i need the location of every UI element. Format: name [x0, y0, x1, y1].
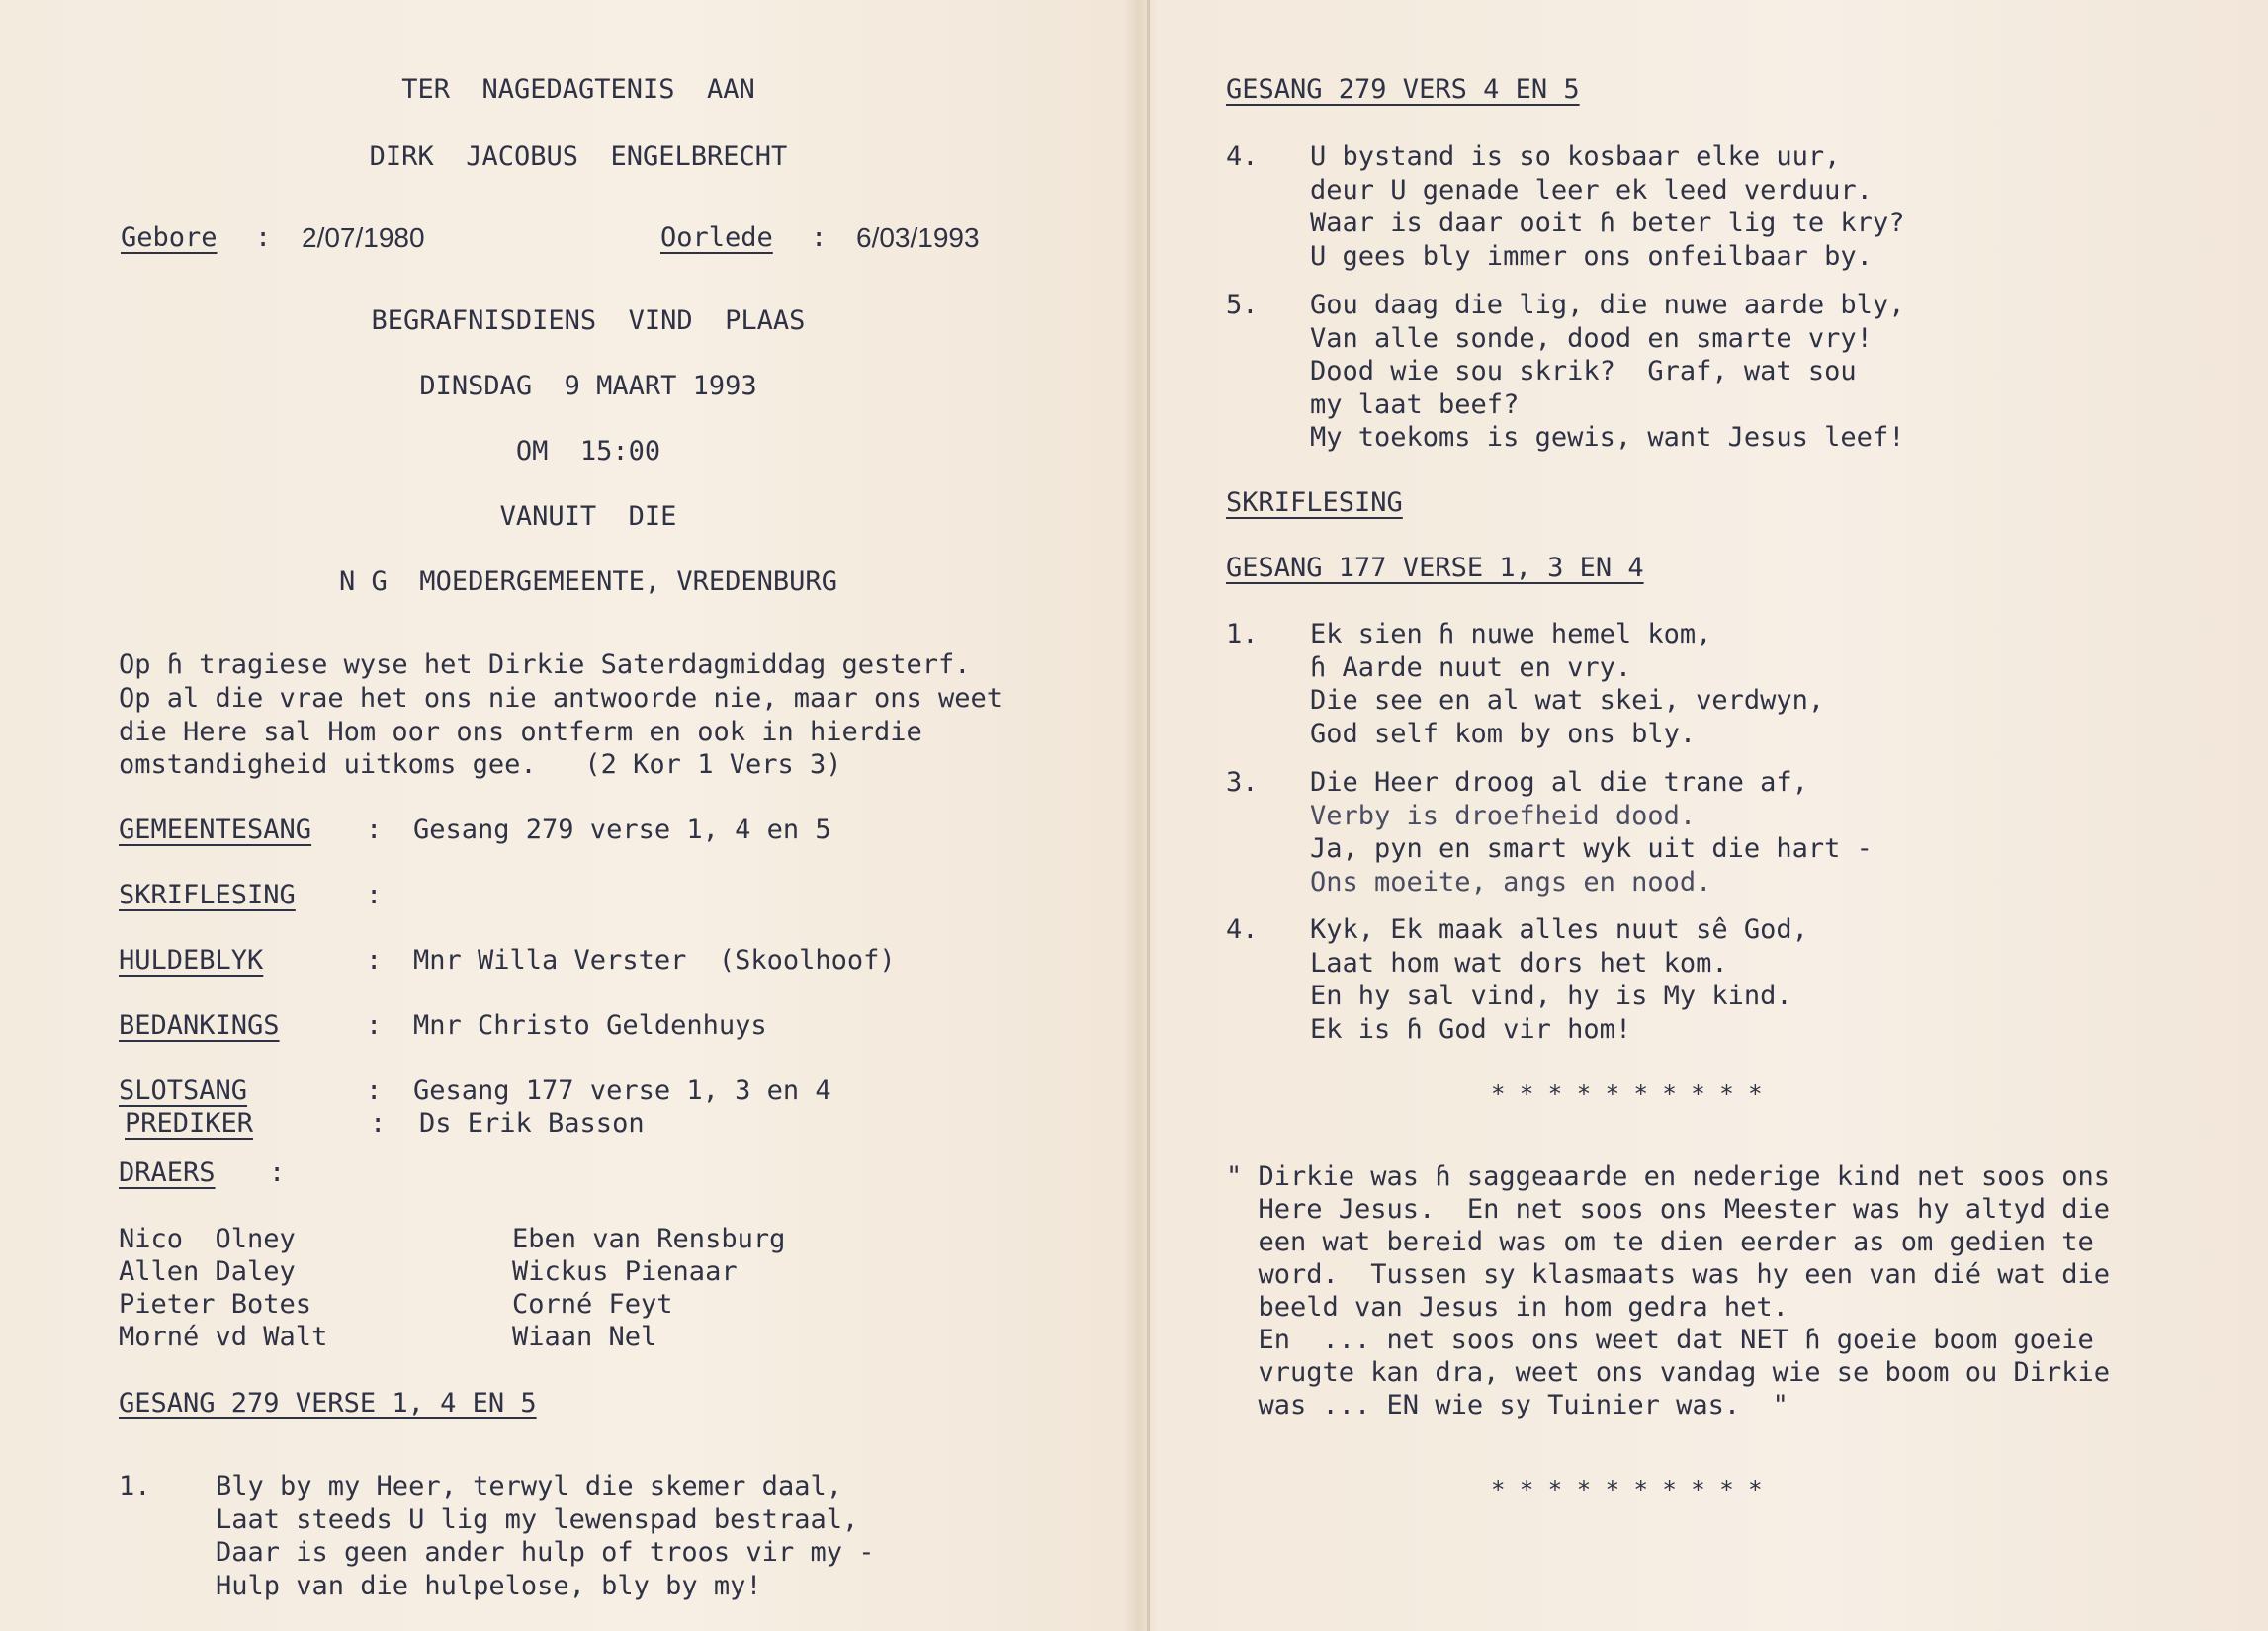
program-label: SLOTSANG [119, 1075, 248, 1106]
verse-line: Die see en al wat skei, verdwyn, [1310, 685, 1825, 716]
verse-line: Ek sien ɦ nuwe hemel kom, [1310, 619, 1712, 649]
verse-number: 3. [1226, 767, 1259, 798]
memorial-heading: TER NAGEDAGTENIS AAN [401, 74, 755, 105]
pallbearer-name: Morné vd Walt [119, 1322, 328, 1352]
verse-number: 5. [1226, 290, 1259, 320]
pallbearer-name: Pieter Botes [119, 1289, 312, 1320]
verse-line: Verby is droefheid dood. [1310, 800, 1697, 831]
separator-stars: * * * * * * * * * * [1491, 1080, 1763, 1108]
verse-line: Hulp van die hulpelose, bly by my! [216, 1570, 762, 1601]
program-value: Gesang 279 verse 1, 4 en 5 [413, 815, 831, 845]
pallbearer-name: Corné Feyt [512, 1289, 673, 1320]
verse-number: 4. [1226, 914, 1259, 945]
verse-line: My toekoms is gewis, want Jesus leef! [1310, 422, 1905, 453]
intro-line: Op al die vrae het ons nie antwoorde nie, maar ons weet [119, 683, 1003, 714]
verse-line: Waar is daar ooit ɦ beter lig te kry? [1310, 208, 1905, 238]
quote-line: word. Tussen sy klasmaats was hy een van dié wat die [1226, 1259, 2111, 1290]
intro-line: die Here sal Hom oor ons ontferm en ook in hierdie [119, 717, 922, 747]
draers-colon: : [269, 1158, 286, 1188]
service-line-4: VANUIT DIE [499, 501, 677, 532]
program-colon: : [366, 815, 383, 845]
verse-line: U gees bly immer ons onfeilbaar by. [1310, 240, 1873, 272]
service-line-5: N G MOEDERGEMEENTE, VREDENBURG [339, 566, 837, 597]
program-label: SKRIFLESING [119, 880, 296, 910]
died-colon: : [811, 222, 828, 253]
program-colon: : [366, 1075, 383, 1106]
program-label: HULDEBLYK [119, 945, 264, 976]
intro-line: omstandigheid uitkoms gee. (2 Kor 1 Vers 3) [119, 749, 842, 780]
born-date: 2/07/1980 [302, 222, 425, 253]
verse-line: my laat beef? [1310, 388, 1520, 420]
died-date: 6/03/1993 [856, 222, 980, 253]
page-fold [1147, 0, 1150, 1631]
died-label: Oorlede [660, 222, 773, 253]
verse-line: Ek is ɦ God vir hom! [1310, 1013, 1632, 1045]
program-value: Mnr Willa Verster (Skoolhoof) [413, 945, 896, 976]
verse-line: Ons moeite, angs en nood. [1310, 866, 1712, 898]
quote-line: En ... net soos ons weet dat NET ɦ goeie boom goeie [1226, 1325, 2094, 1355]
verse-line: Ja, pyn en smart wyk uit die hart - [1310, 833, 1873, 864]
service-line-2: DINSDAG 9 MAART 1993 [419, 371, 757, 401]
verse-line: ɦ Aarde nuut en vry. [1310, 651, 1632, 683]
hymn-title: GESANG 279 VERSE 1, 4 EN 5 [119, 1388, 537, 1418]
pallbearer-name: Nico Olney [119, 1224, 296, 1254]
verse-line: Kyk, Ek maak alles nuut sê God, [1310, 914, 1808, 945]
verse-line: U bystand is so kosbaar elke uur, [1310, 141, 1841, 172]
quote-line: een wat bereid was om te dien eerder as om gedien te [1226, 1227, 2094, 1257]
pallbearer-name: Wiaan Nel [512, 1322, 657, 1352]
program-label: GEMEENTESANG [119, 815, 312, 845]
quote-line: vrugte kan dra, weet ons vandag wie se boom ou Dirkie [1226, 1357, 2111, 1388]
program-value: Ds Erik Basson [419, 1108, 645, 1139]
verse-line: Laat hom wat dors het kom. [1310, 947, 1728, 979]
verse-line: Bly by my Heer, terwyl die skemer daal, [216, 1471, 842, 1502]
verse-line: Laat steeds U lig my lewenspad bestraal, [216, 1503, 859, 1535]
program-label: PREDIKER [125, 1108, 254, 1139]
verse-line: En hy sal vind, hy is My kind. [1310, 981, 1792, 1011]
verse-line: Gou daag die lig, die nuwe aarde bly, [1310, 290, 1905, 320]
program-label: BEDANKINGS [119, 1010, 280, 1041]
verse-line: Dood wie sou skrik? Graf, wat sou [1310, 356, 1857, 386]
program-colon: : [370, 1108, 387, 1139]
verse-line: Van alle sonde, dood en smarte vry! [1310, 322, 1873, 354]
pallbearer-name: Eben van Rensburg [512, 1224, 786, 1254]
program-value: Mnr Christo Geldenhuys [413, 1010, 767, 1041]
verse-number: 1. [119, 1471, 151, 1502]
pallbearer-name: Wickus Pienaar [512, 1256, 738, 1287]
verse-line: Die Heer droog al die trane af, [1310, 767, 1808, 798]
pallbearer-name: Allen Daley [119, 1256, 296, 1287]
service-line-3: OM 15:00 [515, 436, 661, 467]
verse-line: God self kom by ons bly. [1310, 718, 1697, 749]
verse-number: 4. [1226, 141, 1259, 172]
quote-line: beeld van Jesus in hom gedra het. [1226, 1292, 1788, 1323]
program-value: Gesang 177 verse 1, 3 en 4 [413, 1075, 831, 1106]
quote-line: was ... EN wie sy Tuinier was. " [1226, 1390, 1788, 1420]
intro-line: Op ɦ tragiese wyse het Dirkie Saterdagmiddag gesterf. [119, 649, 971, 680]
hymn-title: GESANG 177 VERSE 1, 3 EN 4 [1226, 553, 1644, 583]
born-label: Gebore [121, 222, 218, 253]
service-line-1: BEGRAFNISDIENS VIND PLAAS [371, 305, 806, 336]
hymn-title: GESANG 279 VERS 4 EN 5 [1226, 74, 1580, 105]
separator-stars: * * * * * * * * * * [1491, 1476, 1763, 1503]
born-colon: : [255, 222, 272, 253]
deceased-name: DIRK JACOBUS ENGELBRECHT [369, 141, 788, 172]
verse-number: 1. [1226, 619, 1259, 649]
program-colon: : [366, 1010, 383, 1041]
program-colon: : [366, 945, 383, 976]
scripture-reading-heading: SKRIFLESING [1226, 487, 1403, 518]
quote-line: Here Jesus. En net soos ons Meester was hy altyd die [1226, 1194, 2111, 1225]
quote-line: " Dirkie was ɦ saggeaarde en nederige kind net soos ons [1226, 1161, 2111, 1192]
program-colon: : [366, 880, 383, 910]
draers-label: DRAERS [119, 1158, 216, 1188]
verse-line: Daar is geen ander hulp of troos vir my - [216, 1537, 875, 1568]
verse-line: deur U genade leer ek leed verduur. [1310, 174, 1873, 206]
